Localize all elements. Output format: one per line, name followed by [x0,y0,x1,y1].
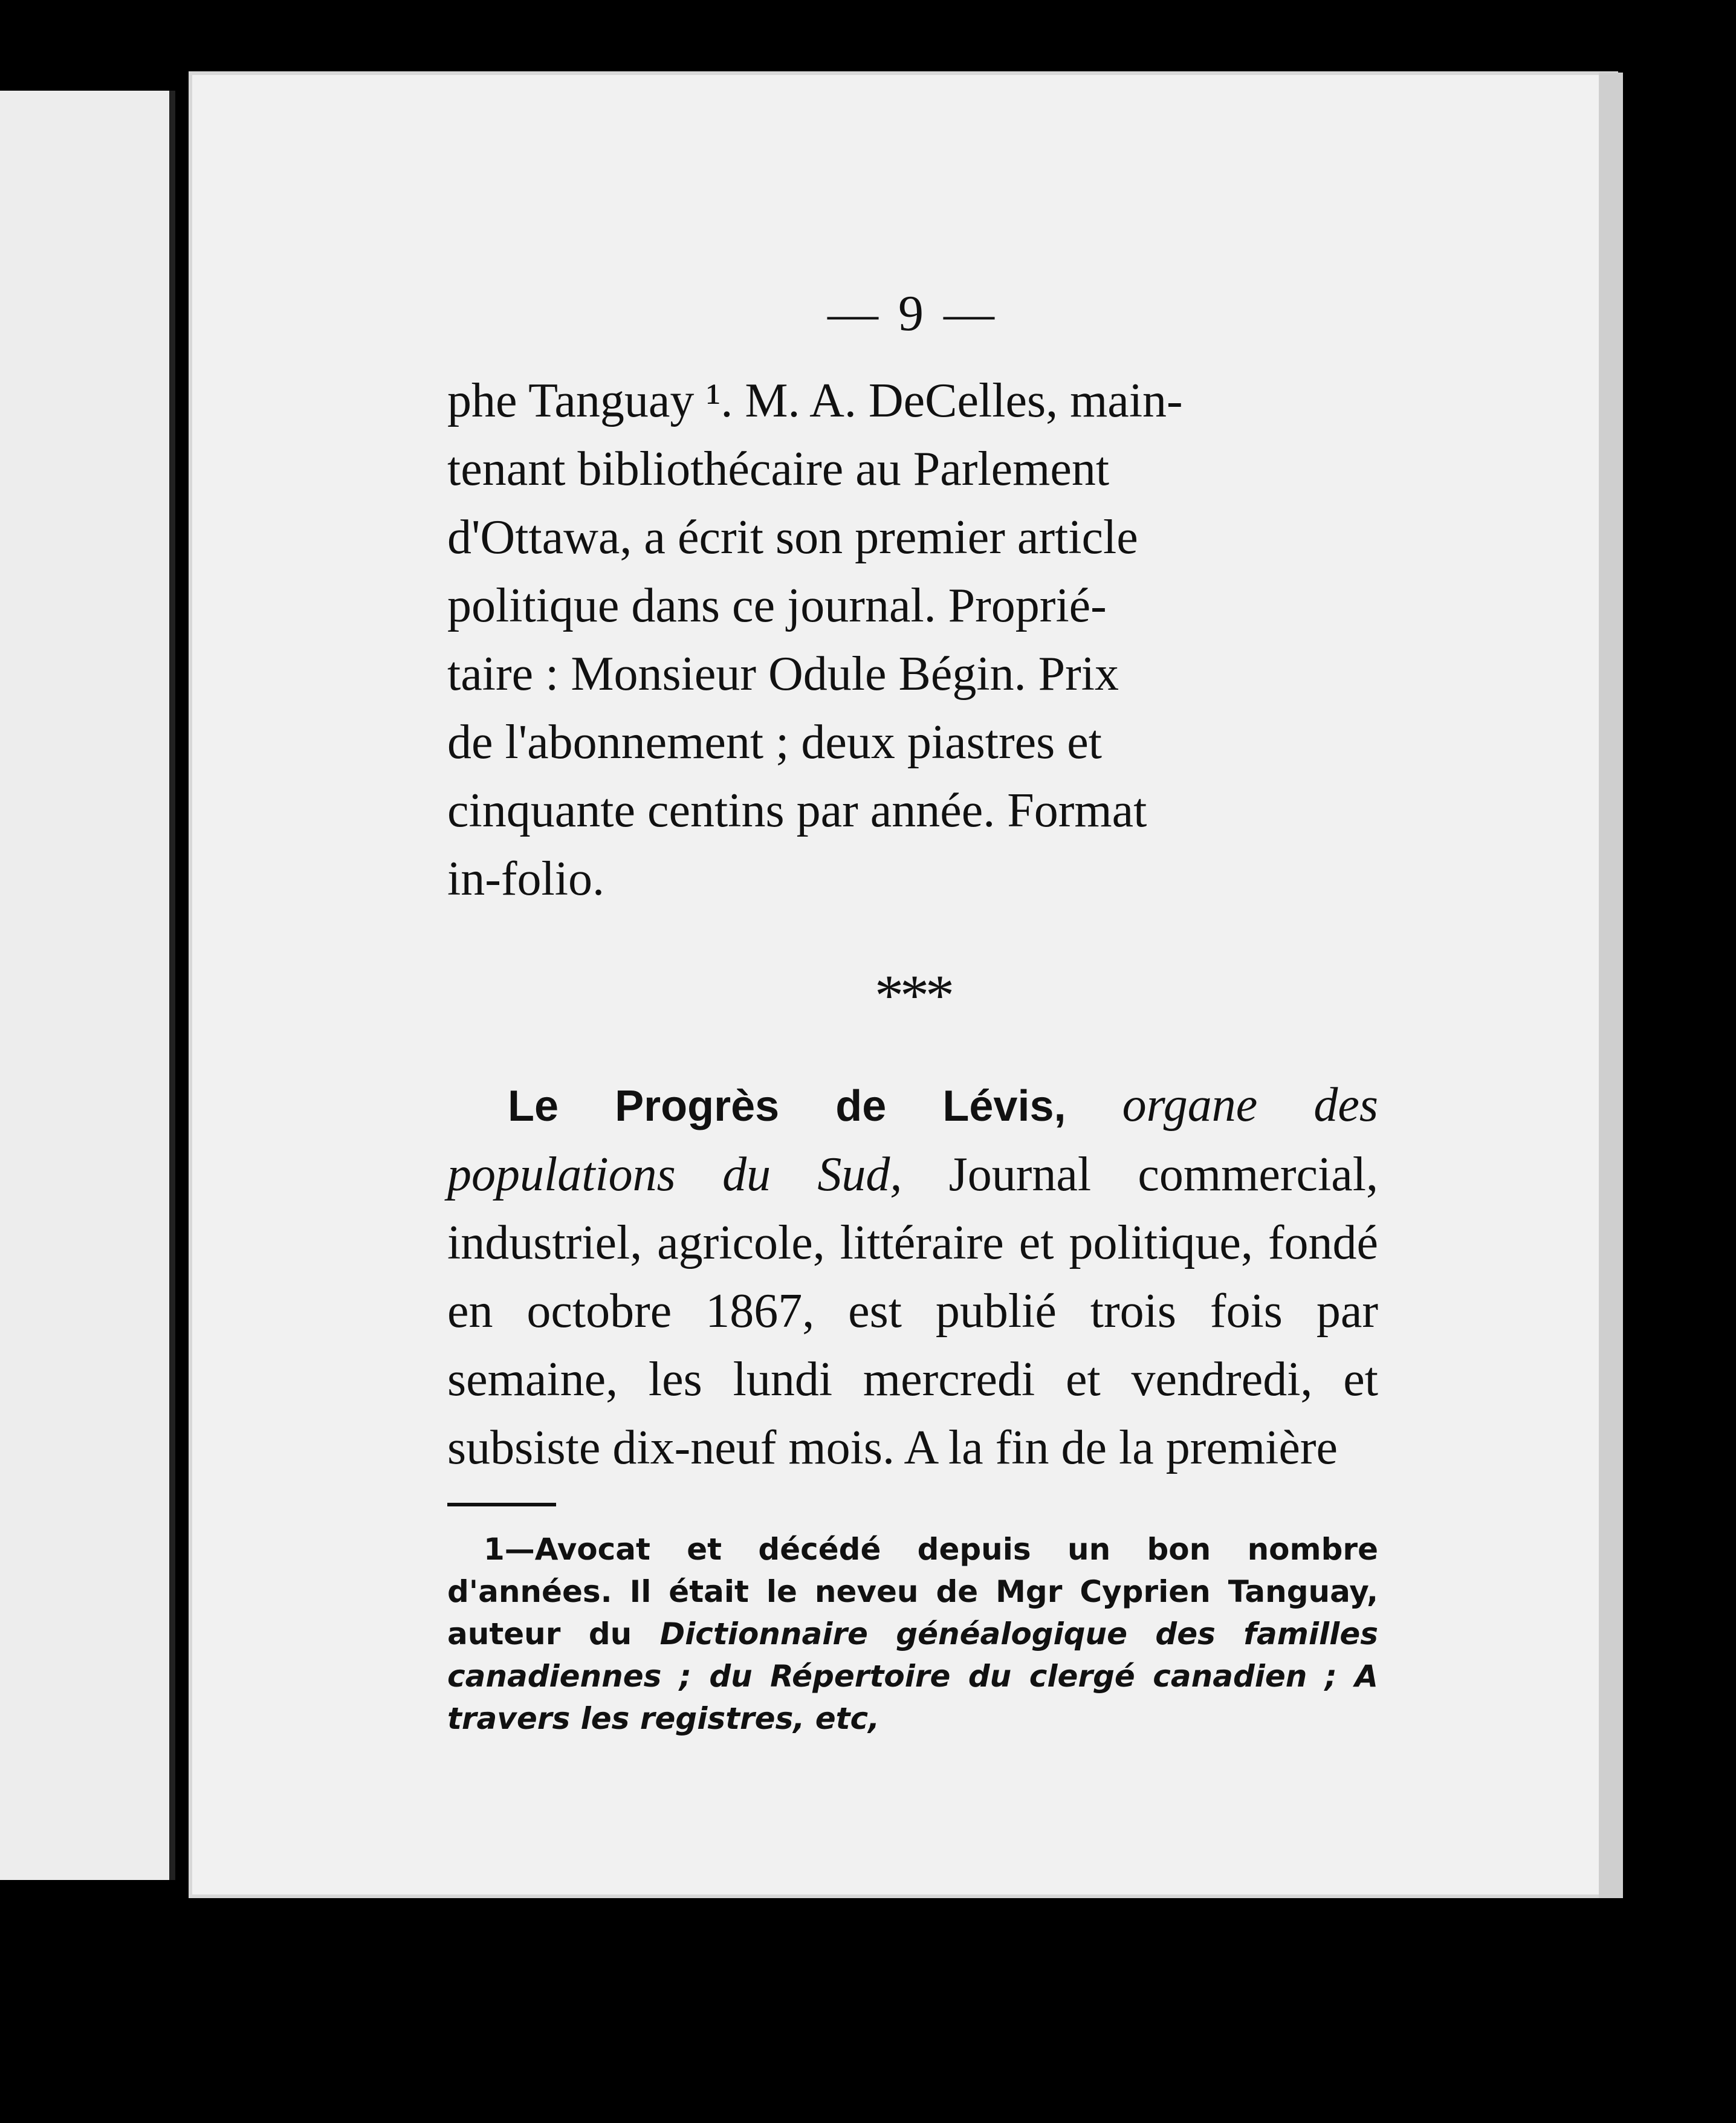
paragraph-1-line: politique dans ce journal. Proprié- [447,579,1107,632]
newspaper-title: Le Progrès de Lévis, [508,1082,1066,1130]
paragraph-1-line: taire : Monsieur Odule Bégin. Prix [447,647,1119,701]
paragraph-1 [447,367,1378,913]
paragraph-1-line: de l'abonnement ; deux piastres et [447,716,1102,769]
footnote [447,1528,1378,1740]
left-page-edge [0,91,175,1880]
paragraph-1-line: phe Tanguay ¹. M. A. DeCelles, main- [447,374,1183,427]
footnote-italic-text: Dictionnaire généalogique des familles canadiennes ; du Répertoire du clergé canadien ; A travers les registres, etc, [447,1616,1378,1736]
paragraph-1-line: tenant bibliothécaire au Parlement [447,442,1110,496]
footnote-rule [447,1503,556,1506]
footnote-text: 1—Avocat et décédé depuis un bon nombre d'années. Il était le neveu de Mgr Cyprien Tanguay, auteur du [447,1532,1378,1651]
newspaper-subtitle: organe des populations du Sud, [447,1078,1378,1201]
page-right-edge [1599,73,1623,1898]
page-content [447,284,1378,1740]
paragraph-2 [447,1071,1378,1482]
paragraph-1-line: in-folio. [447,852,604,906]
paragraph-2-body: Journal commercial, industriel, agricole, littéraire et politique, fondé en octobre 1867, est publié trois fois par semaine, les lundi mercredi et vendredi, et subsiste dix-neuf mois. A la fin de la première [447,1148,1378,1474]
paragraph-1-line: d'Ottawa, a écrit son premier article [447,511,1138,564]
page-number: — 9 — [828,285,998,342]
section-separator: *** [875,963,951,1028]
paragraph-1-line: cinquante centins par année. Format [447,784,1147,837]
